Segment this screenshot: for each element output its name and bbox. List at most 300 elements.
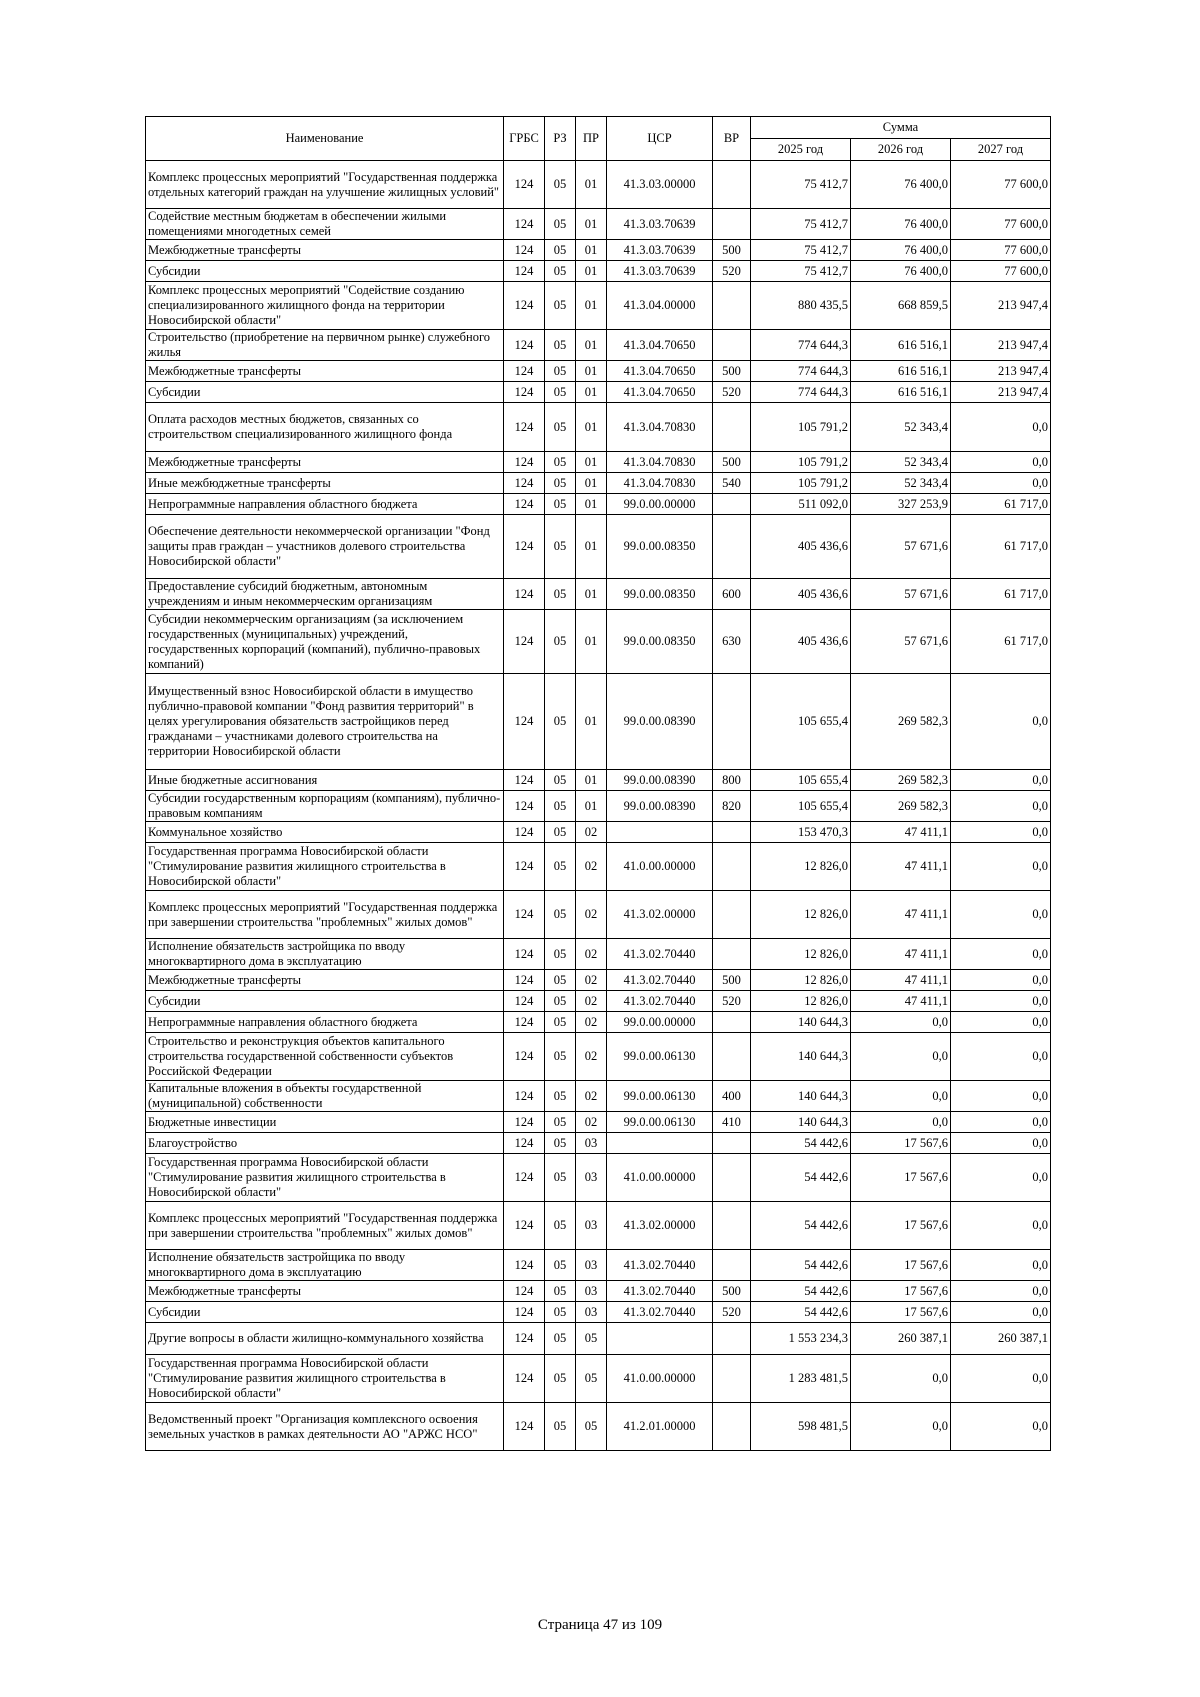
cell-amount-2026: 260 387,1 (851, 1323, 951, 1355)
cell-csr: 41.3.02.70440 (607, 939, 713, 970)
cell-grbs: 124 (504, 1403, 545, 1451)
cell-name: Обеспечение деятельности некоммерческой организации "Фонд защиты прав граждан – участников долевого строительства Новосибирской области" (146, 515, 504, 579)
cell-amount-2026: 52 343,4 (851, 403, 951, 452)
cell-name: Исполнение обязательств застройщика по вводу многоквартирного дома в эксплуатацию (146, 1250, 504, 1281)
cell-name: Комплекс процессных мероприятий "Государственная поддержка при завершении строительства "проблемных" жилых домов" (146, 1202, 504, 1250)
cell-amount-2027: 0,0 (951, 1081, 1051, 1112)
cell-csr: 41.3.03.00000 (607, 161, 713, 209)
cell-rz: 05 (545, 610, 576, 674)
cell-amount-2025: 105 791,2 (751, 452, 851, 473)
cell-rz: 05 (545, 674, 576, 770)
cell-amount-2026: 52 343,4 (851, 452, 951, 473)
cell-amount-2025: 105 791,2 (751, 403, 851, 452)
cell-pr: 05 (576, 1323, 607, 1355)
cell-amount-2025: 511 092,0 (751, 494, 851, 515)
cell-rz: 05 (545, 330, 576, 361)
cell-amount-2026: 52 343,4 (851, 473, 951, 494)
cell-csr: 41.3.04.70650 (607, 382, 713, 403)
cell-amount-2026: 327 253,9 (851, 494, 951, 515)
cell-amount-2025: 774 644,3 (751, 330, 851, 361)
cell-vr (713, 1133, 751, 1154)
cell-grbs: 124 (504, 1202, 545, 1250)
table-row (146, 1355, 1051, 1403)
cell-amount-2026: 0,0 (851, 1403, 951, 1451)
cell-rz: 05 (545, 822, 576, 843)
cell-pr: 01 (576, 382, 607, 403)
cell-csr: 41.3.04.70830 (607, 452, 713, 473)
table-row (146, 610, 1051, 674)
table-row (146, 1081, 1051, 1112)
cell-grbs: 124 (504, 843, 545, 891)
cell-vr (713, 1355, 751, 1403)
cell-amount-2027: 77 600,0 (951, 261, 1051, 282)
cell-amount-2025: 774 644,3 (751, 361, 851, 382)
cell-name: Оплата расходов местных бюджетов, связанных со строительством специализированного жилищного фонда (146, 403, 504, 452)
cell-vr: 520 (713, 382, 751, 403)
cell-pr: 01 (576, 674, 607, 770)
cell-amount-2025: 54 442,6 (751, 1154, 851, 1202)
cell-rz: 05 (545, 891, 576, 939)
cell-name: Имущественный взнос Новосибирской области в имущество публично-правовой компании "Фонд развития территорий" в целях урегулирования обязательств застройщиков перед гражданами – участниками долевого строительства на территории Новосибирской области (146, 674, 504, 770)
cell-name: Субсидии государственным корпорациям (компаниям), публично-правовым компаниям (146, 791, 504, 822)
cell-amount-2025: 105 655,4 (751, 674, 851, 770)
cell-csr: 99.0.00.08390 (607, 791, 713, 822)
table-row (146, 452, 1051, 473)
header-pr: ПР (576, 117, 607, 161)
cell-csr: 41.3.04.00000 (607, 282, 713, 330)
table-row (146, 791, 1051, 822)
cell-amount-2025: 12 826,0 (751, 891, 851, 939)
cell-pr: 02 (576, 891, 607, 939)
cell-pr: 02 (576, 822, 607, 843)
cell-csr: 99.0.00.08350 (607, 579, 713, 610)
cell-rz: 05 (545, 282, 576, 330)
cell-rz: 05 (545, 403, 576, 452)
cell-amount-2027: 0,0 (951, 970, 1051, 991)
cell-rz: 05 (545, 161, 576, 209)
cell-pr: 03 (576, 1133, 607, 1154)
cell-rz: 05 (545, 579, 576, 610)
cell-rz: 05 (545, 1112, 576, 1133)
table-row (146, 1403, 1051, 1451)
cell-name: Иные бюджетные ассигнования (146, 770, 504, 791)
cell-pr: 01 (576, 770, 607, 791)
cell-name: Государственная программа Новосибирской области "Стимулирование развития жилищного строительства в Новосибирской области" (146, 1355, 504, 1403)
cell-amount-2025: 140 644,3 (751, 1012, 851, 1033)
cell-csr: 99.0.00.00000 (607, 494, 713, 515)
cell-amount-2026: 0,0 (851, 1355, 951, 1403)
cell-pr: 01 (576, 610, 607, 674)
header-grbs: ГРБС (504, 117, 545, 161)
cell-amount-2026: 269 582,3 (851, 791, 951, 822)
cell-amount-2026: 616 516,1 (851, 361, 951, 382)
cell-rz: 05 (545, 494, 576, 515)
cell-grbs: 124 (504, 1323, 545, 1355)
cell-vr (713, 282, 751, 330)
cell-grbs: 124 (504, 330, 545, 361)
table-row (146, 822, 1051, 843)
table-row (146, 970, 1051, 991)
cell-amount-2026: 47 411,1 (851, 970, 951, 991)
cell-grbs: 124 (504, 1112, 545, 1133)
cell-amount-2027: 77 600,0 (951, 240, 1051, 261)
cell-amount-2027: 213 947,4 (951, 382, 1051, 403)
cell-amount-2027: 0,0 (951, 1154, 1051, 1202)
cell-vr (713, 515, 751, 579)
cell-vr: 800 (713, 770, 751, 791)
cell-amount-2027: 0,0 (951, 939, 1051, 970)
cell-amount-2027: 61 717,0 (951, 494, 1051, 515)
cell-vr: 520 (713, 1302, 751, 1323)
cell-grbs: 124 (504, 674, 545, 770)
cell-name: Строительство (приобретение на первичном рынке) служебного жилья (146, 330, 504, 361)
cell-pr: 01 (576, 240, 607, 261)
cell-pr: 05 (576, 1403, 607, 1451)
cell-amount-2026: 47 411,1 (851, 939, 951, 970)
cell-rz: 05 (545, 770, 576, 791)
cell-grbs: 124 (504, 939, 545, 970)
cell-name: Содействие местным бюджетам в обеспечении жилыми помещениями многодетных семей (146, 209, 504, 240)
cell-amount-2025: 105 655,4 (751, 770, 851, 791)
cell-amount-2026: 0,0 (851, 1033, 951, 1081)
table-row (146, 579, 1051, 610)
table-body (146, 161, 1051, 1451)
cell-amount-2025: 12 826,0 (751, 939, 851, 970)
cell-grbs: 124 (504, 1355, 545, 1403)
cell-amount-2027: 213 947,4 (951, 330, 1051, 361)
cell-vr (713, 1323, 751, 1355)
cell-rz: 05 (545, 515, 576, 579)
cell-pr: 01 (576, 330, 607, 361)
cell-rz: 05 (545, 1302, 576, 1323)
cell-rz: 05 (545, 240, 576, 261)
cell-csr: 41.3.02.00000 (607, 891, 713, 939)
cell-amount-2027: 0,0 (951, 991, 1051, 1012)
table-row (146, 843, 1051, 891)
cell-pr: 05 (576, 1355, 607, 1403)
cell-grbs: 124 (504, 161, 545, 209)
cell-name: Благоустройство (146, 1133, 504, 1154)
cell-amount-2027: 0,0 (951, 891, 1051, 939)
cell-vr: 500 (713, 970, 751, 991)
table-row (146, 1202, 1051, 1250)
cell-amount-2025: 140 644,3 (751, 1081, 851, 1112)
cell-amount-2025: 75 412,7 (751, 240, 851, 261)
cell-name: Субсидии (146, 382, 504, 403)
header-year-2026: 2026 год (851, 139, 951, 161)
cell-amount-2025: 140 644,3 (751, 1112, 851, 1133)
table-row (146, 515, 1051, 579)
cell-rz: 05 (545, 452, 576, 473)
table-row (146, 361, 1051, 382)
cell-vr (713, 674, 751, 770)
cell-vr (713, 1033, 751, 1081)
cell-amount-2026: 17 567,6 (851, 1154, 951, 1202)
cell-vr: 400 (713, 1081, 751, 1112)
cell-amount-2027: 213 947,4 (951, 361, 1051, 382)
cell-grbs: 124 (504, 822, 545, 843)
cell-amount-2026: 17 567,6 (851, 1133, 951, 1154)
table-row (146, 1033, 1051, 1081)
cell-pr: 03 (576, 1281, 607, 1302)
cell-vr (713, 939, 751, 970)
table-row (146, 282, 1051, 330)
cell-rz: 05 (545, 1202, 576, 1250)
cell-amount-2025: 140 644,3 (751, 1033, 851, 1081)
cell-amount-2025: 54 442,6 (751, 1133, 851, 1154)
cell-vr: 500 (713, 1281, 751, 1302)
cell-vr: 540 (713, 473, 751, 494)
cell-rz: 05 (545, 261, 576, 282)
cell-amount-2027: 0,0 (951, 1012, 1051, 1033)
cell-amount-2027: 0,0 (951, 791, 1051, 822)
cell-amount-2025: 774 644,3 (751, 382, 851, 403)
cell-amount-2026: 17 567,6 (851, 1302, 951, 1323)
cell-pr: 02 (576, 1112, 607, 1133)
cell-pr: 01 (576, 261, 607, 282)
cell-amount-2027: 213 947,4 (951, 282, 1051, 330)
cell-grbs: 124 (504, 770, 545, 791)
cell-grbs: 124 (504, 1133, 545, 1154)
cell-pr: 01 (576, 494, 607, 515)
header-rz: РЗ (545, 117, 576, 161)
cell-pr: 01 (576, 161, 607, 209)
cell-grbs: 124 (504, 1154, 545, 1202)
cell-name: Межбюджетные трансферты (146, 1281, 504, 1302)
cell-csr: 41.0.00.00000 (607, 843, 713, 891)
cell-amount-2026: 47 411,1 (851, 891, 951, 939)
table-row (146, 1112, 1051, 1133)
cell-amount-2027: 0,0 (951, 822, 1051, 843)
cell-vr: 520 (713, 991, 751, 1012)
cell-pr: 02 (576, 991, 607, 1012)
cell-amount-2027: 0,0 (951, 403, 1051, 452)
header-csr: ЦСР (607, 117, 713, 161)
cell-name: Межбюджетные трансферты (146, 970, 504, 991)
table-header (146, 117, 1051, 161)
cell-name: Межбюджетные трансферты (146, 240, 504, 261)
cell-csr: 99.0.00.08390 (607, 770, 713, 791)
table-row (146, 674, 1051, 770)
cell-grbs: 124 (504, 240, 545, 261)
cell-pr: 01 (576, 473, 607, 494)
header-year-2027: 2027 год (951, 139, 1051, 161)
cell-grbs: 124 (504, 970, 545, 991)
cell-csr (607, 1133, 713, 1154)
cell-amount-2027: 0,0 (951, 770, 1051, 791)
cell-amount-2025: 12 826,0 (751, 991, 851, 1012)
cell-amount-2025: 12 826,0 (751, 970, 851, 991)
cell-csr: 41.3.02.70440 (607, 1250, 713, 1281)
cell-pr: 02 (576, 1081, 607, 1112)
table-row (146, 1250, 1051, 1281)
cell-amount-2027: 61 717,0 (951, 515, 1051, 579)
cell-amount-2027: 77 600,0 (951, 161, 1051, 209)
cell-name: Строительство и реконструкция объектов капитального строительства государственной собственности субъектов Российской Федерации (146, 1033, 504, 1081)
cell-grbs: 124 (504, 1302, 545, 1323)
cell-name: Непрограммные направления областного бюджета (146, 1012, 504, 1033)
cell-rz: 05 (545, 1281, 576, 1302)
cell-rz: 05 (545, 939, 576, 970)
table-row (146, 891, 1051, 939)
cell-amount-2025: 405 436,6 (751, 579, 851, 610)
cell-csr: 41.3.02.70440 (607, 1281, 713, 1302)
cell-grbs: 124 (504, 261, 545, 282)
cell-grbs: 124 (504, 515, 545, 579)
cell-csr: 41.3.04.70650 (607, 361, 713, 382)
cell-grbs: 124 (504, 452, 545, 473)
cell-csr: 41.3.03.70639 (607, 240, 713, 261)
cell-rz: 05 (545, 843, 576, 891)
cell-name: Исполнение обязательств застройщика по вводу многоквартирного дома в эксплуатацию (146, 939, 504, 970)
cell-name: Межбюджетные трансферты (146, 361, 504, 382)
cell-rz: 05 (545, 1012, 576, 1033)
cell-amount-2026: 76 400,0 (851, 240, 951, 261)
cell-name: Комплекс процессных мероприятий "Государственная поддержка отдельных категорий граждан на улучшение жилищных условий" (146, 161, 504, 209)
cell-amount-2025: 405 436,6 (751, 610, 851, 674)
table-row (146, 939, 1051, 970)
table-row (146, 1281, 1051, 1302)
table-row (146, 1323, 1051, 1355)
cell-rz: 05 (545, 361, 576, 382)
cell-grbs: 124 (504, 1081, 545, 1112)
cell-vr: 410 (713, 1112, 751, 1133)
table-row (146, 1012, 1051, 1033)
cell-csr: 99.0.00.00000 (607, 1012, 713, 1033)
cell-amount-2025: 54 442,6 (751, 1250, 851, 1281)
cell-amount-2025: 75 412,7 (751, 209, 851, 240)
cell-vr: 500 (713, 361, 751, 382)
cell-pr: 02 (576, 843, 607, 891)
cell-amount-2026: 47 411,1 (851, 991, 951, 1012)
table-row (146, 261, 1051, 282)
cell-amount-2026: 57 671,6 (851, 579, 951, 610)
cell-amount-2026: 17 567,6 (851, 1281, 951, 1302)
table-row (146, 494, 1051, 515)
cell-amount-2027: 0,0 (951, 1281, 1051, 1302)
cell-name: Капитальные вложения в объекты государственной (муниципальной) собственности (146, 1081, 504, 1112)
cell-amount-2025: 598 481,5 (751, 1403, 851, 1451)
cell-pr: 01 (576, 452, 607, 473)
cell-pr: 02 (576, 1033, 607, 1081)
cell-vr (713, 1012, 751, 1033)
cell-csr: 41.2.01.00000 (607, 1403, 713, 1451)
table-row (146, 403, 1051, 452)
cell-amount-2027: 0,0 (951, 1355, 1051, 1403)
cell-amount-2025: 12 826,0 (751, 843, 851, 891)
page-number: Страница 47 из 109 (537, 1617, 663, 1633)
cell-csr (607, 822, 713, 843)
cell-rz: 05 (545, 791, 576, 822)
cell-pr: 02 (576, 1012, 607, 1033)
cell-name: Ведомственный проект "Организация комплексного освоения земельных участков в рамках деятельности АО "АРЖС НСО" (146, 1403, 504, 1451)
table-row (146, 991, 1051, 1012)
cell-amount-2027: 0,0 (951, 1250, 1051, 1281)
budget-table (145, 116, 1051, 1451)
header-vr: ВР (713, 117, 751, 161)
cell-amount-2026: 47 411,1 (851, 843, 951, 891)
cell-vr: 820 (713, 791, 751, 822)
cell-amount-2027: 77 600,0 (951, 209, 1051, 240)
cell-amount-2025: 1 553 234,3 (751, 1323, 851, 1355)
cell-amount-2027: 61 717,0 (951, 579, 1051, 610)
cell-amount-2026: 76 400,0 (851, 209, 951, 240)
cell-amount-2025: 75 412,7 (751, 261, 851, 282)
cell-vr: 520 (713, 261, 751, 282)
cell-rz: 05 (545, 473, 576, 494)
cell-rz: 05 (545, 1355, 576, 1403)
cell-csr: 41.3.03.70639 (607, 209, 713, 240)
cell-rz: 05 (545, 970, 576, 991)
cell-amount-2027: 0,0 (951, 1133, 1051, 1154)
cell-pr: 03 (576, 1302, 607, 1323)
cell-grbs: 124 (504, 1012, 545, 1033)
cell-name: Комплекс процессных мероприятий "Содействие созданию специализированного жилищного фонда на территории Новосибирской области" (146, 282, 504, 330)
cell-vr (713, 161, 751, 209)
cell-name: Субсидии (146, 261, 504, 282)
cell-csr: 99.0.00.08350 (607, 515, 713, 579)
cell-amount-2025: 54 442,6 (751, 1281, 851, 1302)
cell-amount-2026: 0,0 (851, 1012, 951, 1033)
cell-vr (713, 403, 751, 452)
table-row (146, 330, 1051, 361)
cell-amount-2026: 616 516,1 (851, 330, 951, 361)
cell-csr: 41.3.03.70639 (607, 261, 713, 282)
cell-name: Непрограммные направления областного бюджета (146, 494, 504, 515)
cell-csr (607, 1323, 713, 1355)
cell-name: Бюджетные инвестиции (146, 1112, 504, 1133)
cell-amount-2026: 76 400,0 (851, 261, 951, 282)
cell-vr (713, 1154, 751, 1202)
cell-vr (713, 494, 751, 515)
cell-rz: 05 (545, 209, 576, 240)
cell-amount-2027: 260 387,1 (951, 1323, 1051, 1355)
cell-name: Субсидии (146, 1302, 504, 1323)
cell-csr: 41.3.04.70650 (607, 330, 713, 361)
cell-amount-2026: 616 516,1 (851, 382, 951, 403)
cell-name: Иные межбюджетные трансферты (146, 473, 504, 494)
cell-csr: 41.3.04.70830 (607, 473, 713, 494)
cell-vr: 500 (713, 452, 751, 473)
cell-amount-2025: 105 791,2 (751, 473, 851, 494)
cell-pr: 01 (576, 515, 607, 579)
cell-pr: 01 (576, 791, 607, 822)
cell-csr: 41.3.02.70440 (607, 991, 713, 1012)
cell-csr: 99.0.00.08390 (607, 674, 713, 770)
cell-pr: 01 (576, 361, 607, 382)
cell-csr: 41.3.02.70440 (607, 1302, 713, 1323)
cell-pr: 03 (576, 1154, 607, 1202)
cell-rz: 05 (545, 991, 576, 1012)
cell-grbs: 124 (504, 610, 545, 674)
cell-pr: 01 (576, 209, 607, 240)
cell-rz: 05 (545, 1250, 576, 1281)
cell-name: Межбюджетные трансферты (146, 452, 504, 473)
table-row (146, 209, 1051, 240)
cell-name: Государственная программа Новосибирской области "Стимулирование развития жилищного строительства в Новосибирской области" (146, 843, 504, 891)
cell-amount-2027: 0,0 (951, 1403, 1051, 1451)
cell-name: Предоставление субсидий бюджетным, автономным учреждениям и иным некоммерческим организациям (146, 579, 504, 610)
cell-grbs: 124 (504, 209, 545, 240)
cell-vr: 500 (713, 240, 751, 261)
cell-amount-2026: 57 671,6 (851, 610, 951, 674)
cell-amount-2025: 75 412,7 (751, 161, 851, 209)
cell-amount-2027: 0,0 (951, 473, 1051, 494)
cell-pr: 01 (576, 403, 607, 452)
table-row (146, 161, 1051, 209)
cell-amount-2027: 0,0 (951, 1302, 1051, 1323)
table-row (146, 473, 1051, 494)
